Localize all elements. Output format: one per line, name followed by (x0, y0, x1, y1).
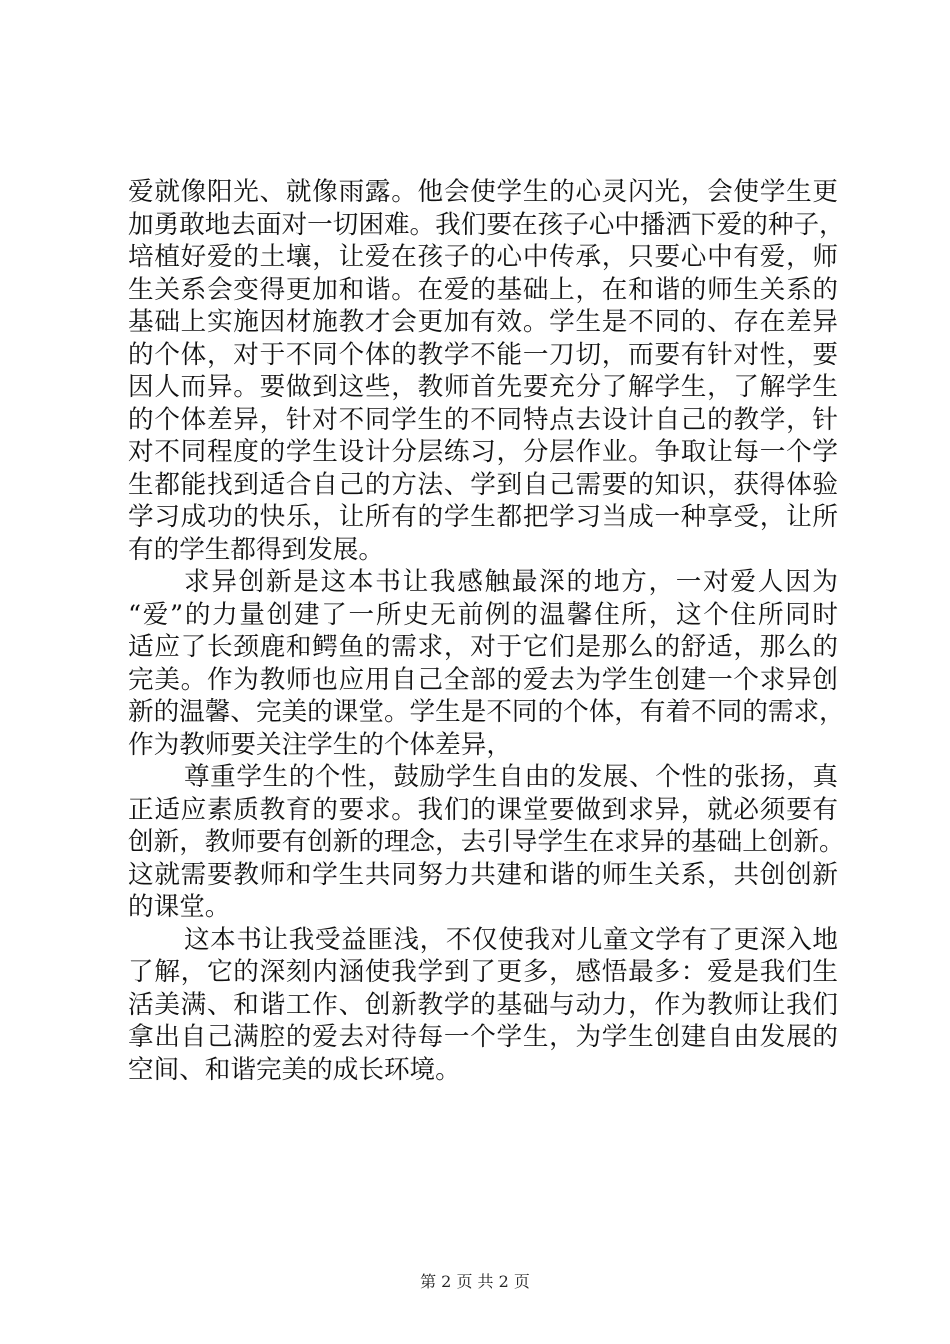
text-line: 新的温馨、完美的课堂。学生是不同的个体，有着不同的需求， (128, 697, 845, 727)
text-line: 爱就像阳光、就像雨露。他会使学生的心灵闪光，会使学生更 (128, 177, 838, 207)
text-line: 空间、和谐完美的成长环境。 (128, 1054, 461, 1085)
text-line: 适应了长颈鹿和鳄鱼的需求，对于它们是那么的舒适，那么的 (128, 632, 838, 662)
text-line: 学习成功的快乐，让所有的学生都把学习当成一种享受，让所 (128, 502, 838, 532)
text-line: 基础上实施因材施教才会更加有效。学生是不同的、存在差异 (128, 307, 838, 337)
text-line: 这本书让我受益匪浅，不仅使我对儿童文学有了更深入地 (184, 924, 838, 955)
text-line: 的课堂。 (128, 892, 231, 922)
text-line: 正适应素质教育的要求。我们的课堂要做到求异，就必须要有 (128, 794, 838, 825)
text-line: 加勇敢地去面对一切困难。我们要在孩子心中播洒下爱的种子， (128, 209, 845, 240)
page-footer: 第 2 页 共 2 页 (420, 1272, 530, 1291)
paragraph (128, 566, 845, 761)
text-line: 的个体，对于不同个体的教学不能一刀切，而要有针对性，要 (128, 339, 838, 370)
text-line: 作为教师要关注学生的个体差异， (128, 729, 512, 760)
text-line: 因人而异。要做到这些，教师首先要充分了解学生，了解学生 (128, 372, 838, 402)
text-line: 尊重学生的个性，鼓励学生自由的发展、个性的张扬，真 (184, 762, 838, 792)
text-line: “爱”的力量创建了一所史无前例的温馨住所，这个住所同时 (128, 599, 838, 630)
text-line: 的个体差异，针对不同学生的不同特点去设计自己的教学，针 (128, 404, 838, 435)
text-line: 培植好爱的土壤，让爱在孩子的心中传承，只要心中有爱，师 (128, 242, 838, 272)
paragraph (128, 761, 845, 924)
paragraph (128, 176, 845, 566)
text-line: 有的学生都得到发展。 (128, 534, 384, 565)
text-line: 这就需要教师和学生共同努力共建和谐的师生关系，共创创新 (128, 859, 838, 890)
text-line: 完美。作为教师也应用自己全部的爱去为学生创建一个求异创 (128, 664, 838, 695)
body-text (128, 176, 845, 1086)
text-line: 创新，教师要有创新的理念，去引导学生在求异的基础上创新。 (128, 827, 845, 857)
paragraph (128, 924, 838, 1087)
text-line: 活美满、和谐工作、创新教学的基础与动力，作为教师让我们 (128, 989, 838, 1020)
text-line: 对不同程度的学生设计分层练习，分层作业。争取让每一个学 (128, 437, 838, 467)
text-line: 求异创新是这本书让我感触最深的地方，一对爱人因为 (184, 567, 838, 597)
text-line: 了解，它的深刻内涵使我学到了更多，感悟最多：爱是我们生 (128, 957, 838, 987)
text-line: 生关系会变得更加和谐。在爱的基础上，在和谐的师生关系的 (128, 274, 838, 305)
text-line: 拿出自己满腔的爱去对待每一个学生，为学生创建自由发展的 (128, 1022, 838, 1052)
text-line: 生都能找到适合自己的方法、学到自己需要的知识，获得体验 (128, 469, 838, 500)
